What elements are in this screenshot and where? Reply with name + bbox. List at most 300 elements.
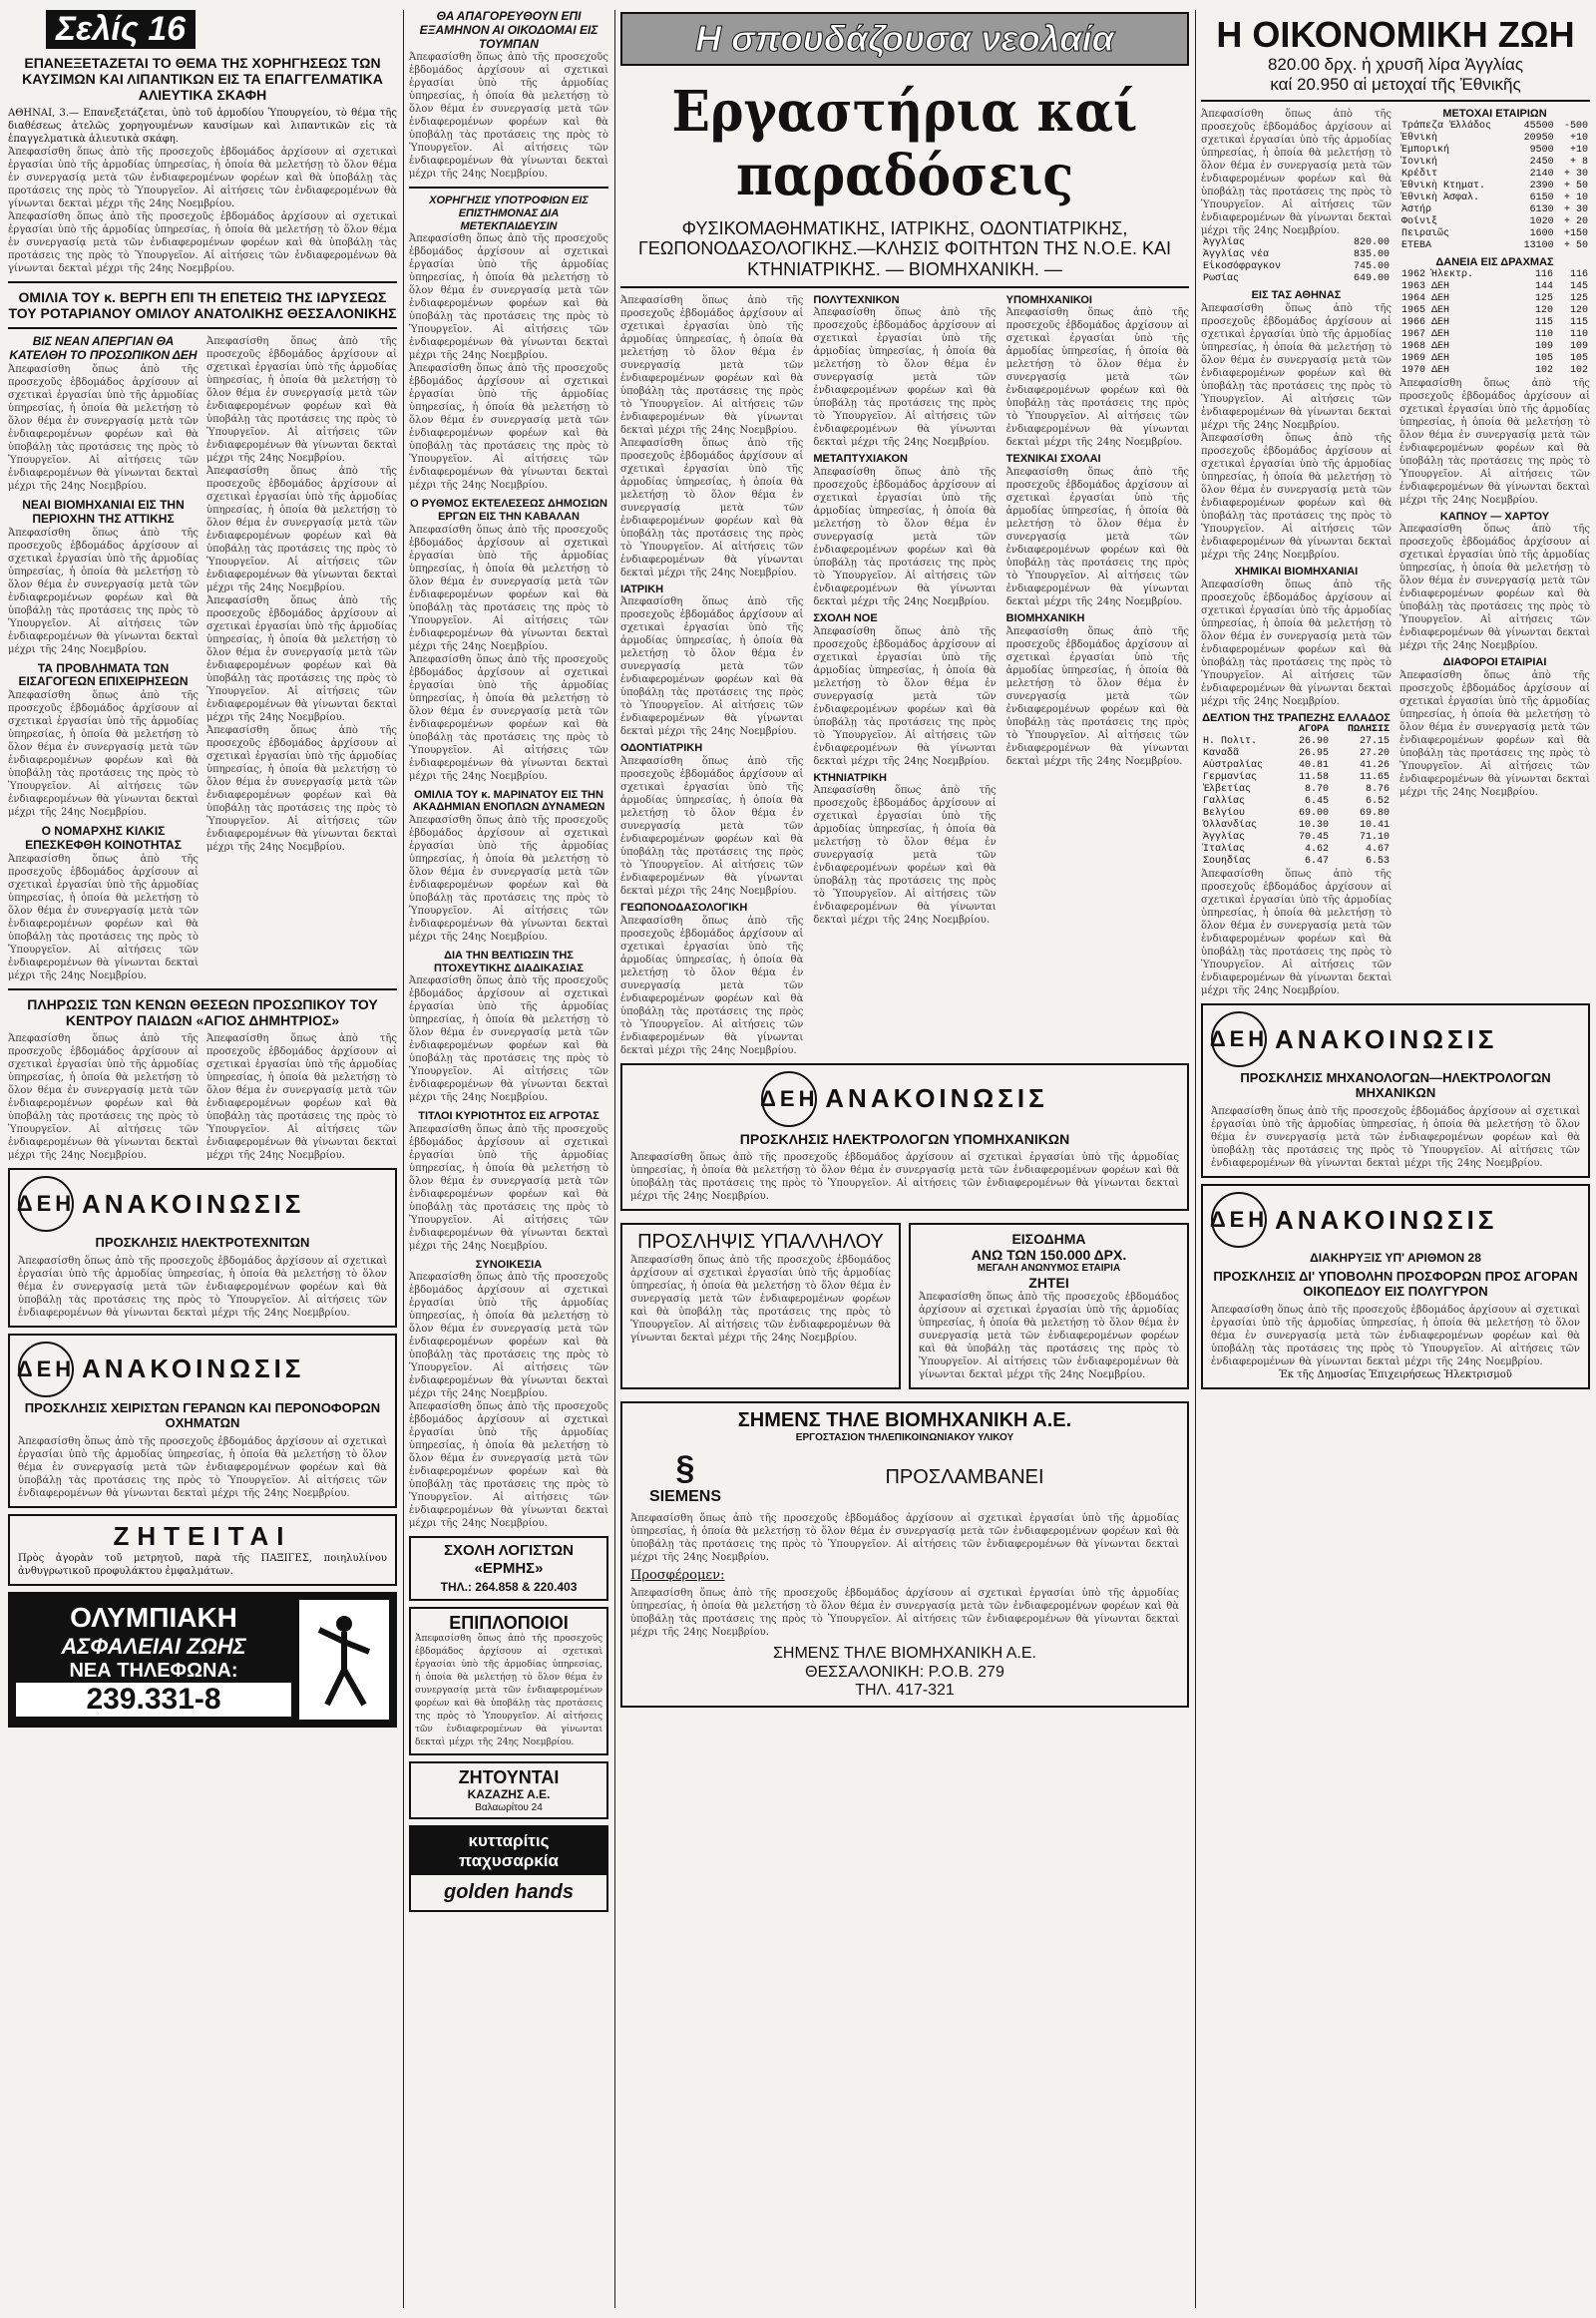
misc-title: ΔΙΑΦΟΡΟΙ ΕΤΑΙΡΙΑΙ [1442,656,1547,669]
bond-row [1399,293,1590,305]
industrial-title: ΧΗΜΙΚΑΙ ΒΙΟΜΗΧΑΝΙΑΙ [1234,566,1359,579]
bond-row [1399,317,1590,329]
main-deck: ΦΥΣΙΚΟΜΑΘΗΜΑΤΙΚΗΣ, ΙΑΤΡΙΚΗΣ, ΟΔΟΝΤΙΑΤΡΙΚΗΣ, ΓΕΩΠΟΝΟΔΑΣΟΛΟΓΙΚΗΣ.—ΚΛΗΣΙΣ ΦΟΙΤΗΤΩΝ ΤΗΣ Ν.Ο.Ε. ΚΑΙ ΚΤΗΝΙΑΤΡΙΚΗΣ. — ΒΙΟΜΗΧΑΝΙΚΗ. — [637,217,1172,280]
table-cell: 820.00 [1353,237,1390,249]
table-cell: Τράπεζα Ἑλλάδος [1401,121,1492,133]
body-2b: Ἀπεφασίσθη ὅπως ἀπὸ τῆς προσεχοῦς ἑβδομάδος ἀρχίσουν αἱ σχετικαὶ ἐργασίαι ὑπὸ τῆς ἁρμοδίας ὑπηρεσίας, ἡ ὁποία θὰ μελετήσῃ τὸ ὅλον θέμα ἐν συνεργασίᾳ μετὰ τῶν ἐνδιαφερομένων φορέων καὶ θὰ ὑποβάλῃ τὰς προτάσεις της πρὸς τὸ Ὑπουργεῖον. Αἱ αἰτήσεις τῶν ἐνδιαφερομένων θὰ γίνωνται δεκταὶ μέχρι τῆς 24ης Νοεμβρίου. [409,653,608,782]
section-technikai: ΤΕΧΝΙΚΑΙ ΣΧΟΛΑΙ [1005,453,1101,466]
table-cell: Ἀγγλίας [1203,832,1246,844]
headline-3: ΟΜΙΛΙΑ ΤΟΥ κ. ΜΑΡΙΝΑΤΟΥ ΕΙΣ ΤΗΝ ΑΚΑΔΗΜΙΑΝ ΕΝΟΠΛΩΝ ΔΥΝΑΜΕΩΝ [412,788,605,814]
table-cell: Ἐθνικὴ [1401,133,1438,145]
share-row [1399,169,1590,181]
table-cell: 144 [1534,280,1553,292]
page-label: Σελίς 16 [46,10,196,49]
table-cell: 145 [1569,280,1588,292]
table-header: ΑΓΟΡΑ [1298,724,1329,736]
story3-body-2: Ἀπεφασίσθη ὅπως ἀπὸ τῆς προσεχοῦς ἑβδομάδος ἀρχίσουν αἱ σχετικαὶ ἐργασίαι ὑπὸ τῆς ἁρμοδίας ὑπηρεσίας, ἡ ὁποία θὰ μελετήσῃ τὸ ὅλον θέμα ἐν συνεργασίᾳ μετὰ τῶν ἐνδιαφερομένων φορέων καὶ θὰ ὑποβάλῃ τὰς προτάσεις της πρὸς τὸ Ὑπουργεῖον. Αἱ αἰτήσεις τῶν ἐνδιαφερομένων θὰ γίνωνται δεκταὶ μέχρι τῆς 24ης Νοεμβρίου. [206,1033,397,1162]
story2-title: ΟΜΙΛΙΑ ΤΟΥ κ. ΒΕΡΓΗ ΕΠΙ ΤΗ ΕΠΕΤΕΙΩ ΤΗΣ ΙΔΡΥΣΕΩΣ ΤΟΥ ΡΟΤΑΡΙΑΝΟΥ ΟΜΙΛΟΥ ΑΝΑΤΟΛΙΚΗΣ ΘΕΣΣΑΛΟΝΙΚΗΣ [8,289,397,322]
headline-4: ΔΙΑ ΤΗΝ ΒΕΛΤΙΩΣΙΝ ΤΗΣ ΠΤΟΧΕΥΤΙΚΗΣ ΔΙΑΔΙΚΑΣΙΑΣ [434,949,584,974]
fx-row [1201,856,1392,868]
misc-body: Ἀπεφασίσθη ὅπως ἀπὸ τῆς προσεχοῦς ἑβδομάδος ἀρχίσουν αἱ σχετικαὶ ἐργασίαι ὑπὸ τῆς ἁρμοδίας ὑπηρεσίας, ἡ ὁποία θὰ μελετήσῃ τὸ ὅλον θέμα ἐν συνεργασίᾳ μετὰ τῶν ἐνδιαφερομένων φορέων καὶ θὰ ὑποβάλῃ τὰς προτάσεις της πρὸς τὸ Ὑπουργεῖον. Αἱ αἰτήσεις τῶν ἐνδιαφερομένων θὰ γίνωνται δεκταὶ μέχρι τῆς 24ης Νοεμβρίου. [1399,670,1590,799]
article-body-5: Ἀπεφασίσθη ὅπως ἀπὸ τῆς προσεχοῦς ἑβδομάδος ἀρχίσουν αἱ σχετικαὶ ἐργασίαι ὑπὸ τῆς ἁρμοδίας ὑπηρεσίας, ἡ ὁποία θὰ μελετήσῃ τὸ ὅλον θέμα ἐν συνεργασίᾳ μετὰ τῶν ἐνδιαφερομένων φορέων καὶ θὰ ὑποβάλῃ τὰς προτάσεις της πρὸς τὸ Ὑπουργεῖον. Αἱ αἰτήσεις τῶν ἐνδιαφερομένων θὰ γίνωνται δεκταὶ μέχρι τῆς 24ης Νοεμβρίου. [620,915,804,1056]
story3-title: ΠΛΗΡΩΣΙΣ ΤΩΝ ΚΕΝΩΝ ΘΕΣΕΩΝ ΠΡΟΣΩΠΙΚΟΥ ΤΟΥ ΚΕΝΤΡΟΥ ΠΑΙΔΩΝ «ΑΓΙΟΣ ΔΗΜΗΤΡΙΟΣ» [27,995,378,1028]
olympiaki-ad [8,1592,397,1728]
table-cell: + 30 [1563,204,1588,216]
table-cell: Ὁλλανδίας [1203,820,1258,832]
gold-table [1201,237,1392,285]
body-1b: Ἀπεφασίσθη ὅπως ἀπὸ τῆς προσεχοῦς ἑβδομάδος ἀρχίσουν αἱ σχετικαὶ ἐργασίαι ὑπὸ τῆς ἁρμοδίας ὑπηρεσίας, ἡ ὁποία θὰ μελετήσῃ τὸ ὅλον θέμα ἐν συνεργασίᾳ μετὰ τῶν ἐνδιαφερομένων φορέων καὶ θὰ ὑποβάλῃ τὰς προτάσεις της πρὸς τὸ Ὑπουργεῖον. Αἱ αἰτήσεις τῶν ἐνδιαφερομένων θὰ γίνωνται δεκταὶ μέχρι τῆς 24ης Νοεμβρίου. [409,363,608,492]
fx-body-text: Ἀπεφασίσθη ὅπως ἀπὸ τῆς προσεχοῦς ἑβδομάδος ἀρχίσουν αἱ σχετικαὶ ἐργασίαι ὑπὸ τῆς ἁρμοδίας ὑπηρεσίας, ἡ ὁποία θὰ μελετήσῃ τὸ ὅλον θέμα ἐν συνεργασίᾳ μετὰ τῶν ἐνδιαφερομένων φορέων καὶ θὰ ὑποβάλῃ τὰς προτάσεις της πρὸς τὸ Ὑπουργεῖον. Αἱ αἰτήσεις τῶν ἐνδιαφερομένων θὰ γίνωνται δεκταὶ μέχρι τῆς 24ης Νοεμβρίου. [1201,869,1392,997]
announcement-subtitle: ΠΡΟΣΚΛΗΣΙΣ ΧΕΙΡΙΣΤΩΝ ΓΕΡΑΝΩΝ ΚΑΙ ΠΕΡΟΝΟΦΟΡΩΝ ΟΧΗΜΑΤΩΝ [24,1399,381,1430]
furniture-body: Ἀπεφασίσθη ὅπως ἀπὸ τῆς προσεχοῦς ἑβδομάδος ἀρχίσουν αἱ σχετικαὶ ἐργασίαι ὑπὸ τῆς ἁρμοδίας ὑπηρεσίας, ἡ ὁποία θὰ μελετήσῃ τὸ ὅλον θέμα ἐν συνεργασίᾳ μετὰ τῶν ἐνδιαφερομένων φορέων καὶ θὰ ὑποβάλῃ τὰς προτάσεις της πρὸς τὸ Ὑπουργεῖον. Αἱ αἰτήσεις τῶν ἐνδιαφερομένων θὰ γίνωνται δεκταὶ μέχρι τῆς 24ης Νοεμβρίου. [415,1634,602,1748]
announcement-title: ΑΝΑΚΟΙΝΩΣΙΣ [82,1188,305,1219]
top-title: ΘΑ ΑΠΑΓΟΡΕΥΘΟΥΝ ΕΠΙ ΕΞΑΜΗΝΟΝ ΑΙ ΟΙΚΟΔΟΜΑΙ ΕΙΣ ΤΟΥΜΠΑΝ [419,9,598,51]
siemens-offer: Προσφέρομεν: [630,1568,725,1584]
table-cell: 1964 ΔΕΗ [1401,292,1450,304]
table-cell: 1965 ΔΕΗ [1401,304,1450,316]
story2-body-3: Ἀπεφασίσθη ὅπως ἀπὸ τῆς προσεχοῦς ἑβδομάδος ἀρχίσουν αἱ σχετικαὶ ἐργασίαι ὑπὸ τῆς ἁρμοδίας ὑπηρεσίας, ἡ ὁποία θὰ μελετήσῃ τὸ ὅλον θέμα ἐν συνεργασίᾳ μετὰ τῶν ἐνδιαφερομένων φορέων καὶ θὰ ὑποβάλῃ τὰς προτάσεις της πρὸς τὸ Ὑπουργεῖον. Αἱ αἰτήσεις τῶν ἐνδιαφερομένων θὰ γίνωνται δεκταὶ μέχρι τῆς 24ης Νοεμβρίου. [206,595,397,724]
section-iatriki: ΙΑΤΡΙΚΗ [620,582,664,595]
bond-row [1399,365,1590,377]
announcement-title: ΑΝΑΚΟΙΝΩΣΙΣ [1275,1204,1498,1235]
column-rule [403,10,404,2308]
fx-row [1201,736,1392,748]
table-cell: Εἰκοσόφραγκον [1203,261,1282,273]
siemens-body-2: Ἀπεφασίσθη ὅπως ἀπὸ τῆς προσεχοῦς ἑβδομάδος ἀρχίσουν αἱ σχετικαὶ ἐργασίαι ὑπὸ τῆς ἁρμοδίας ὑπηρεσίας, ἡ ὁποία θὰ μελετήσῃ τὸ ὅλον θέμα ἐν συνεργασίᾳ μετὰ τῶν ἐνδιαφερομένων φορέων καὶ θὰ ὑποβάλῃ τὰς προτάσεις της πρὸς τὸ Ὑπουργεῖον. Αἱ αἰτήσεις τῶν ἐνδιαφερομένων θὰ γίνωνται δεκταὶ μέχρι τῆς 24ης Νοεμβρίου. [630,1588,1179,1639]
olympiaki-name: ΟΛΥΜΠΙΑΚΗ [70,1602,237,1634]
announcement-box-5 [1201,1184,1590,1389]
story1-title: ΕΠΑΝΕΞΕΤΑΖΕΤΑΙ ΤΟ ΘΕΜΑ ΤΗΣ ΧΟΡΗΓΗΣΕΩΣ ΤΩΝ ΚΑΥΣΙΜΩΝ ΚΑΙ ΛΙΠΑΝΤΙΚΩΝ ΕΙΣ ΤΑ ΕΠΑΓΓΕΛΜΑΤΙΚΑ ΑΛΙΕΥΤΙΚΑ ΣΚΑΦΗ [22,55,383,104]
table-cell: 13100 [1523,240,1554,252]
announcement-body: Ἀπεφασίσθη ὅπως ἀπὸ τῆς προσεχοῦς ἑβδομάδος ἀρχίσουν αἱ σχετικαὶ ἐργασίαι ὑπὸ τῆς ἁρμοδίας ὑπηρεσίας, ἡ ὁποία θὰ μελετήσῃ τὸ ὅλον θέμα ἐν συνεργασίᾳ μετὰ τῶν ἐνδιαφερομένων φορέων καὶ θὰ ὑποβάλῃ τὰς προτάσεις της πρὸς τὸ Ὑπουργεῖον. Αἱ αἰτήσεις τῶν ἐνδιαφερομένων θὰ γίνωνται δεκταὶ μέχρι τῆς 24ης Νοεμβρίου. [1211,1106,1580,1170]
announcement-subtitle: ΠΡΟΣΚΛΗΣΙΣ ΔΙ' ΥΠΟΒΟΛΗΝ ΠΡΟΣΦΟΡΩΝ ΠΡΟΣ ΑΓΟΡΑΝ ΟΙΚΟΠΕΔΟΥ ΕΙΣ ΠΟΛΥΓΥΡΟΝ [1213,1269,1578,1300]
income-line-4: ΖΗΤΕΙ [1028,1274,1069,1291]
table-cell: 1020 [1529,216,1554,228]
announcement-title: ΑΝΑΚΟΙΝΩΣΙΣ [1275,1023,1498,1054]
sub2-title: ΝΕΑΙ ΒΙΟΜΗΧΑΝΙΑΙ ΕΙΣ ΤΗΝ ΠΕΡΙΟΧΗΝ ΤΗΣ ΑΤΤΙΚΗΣ [22,498,185,526]
table-cell: Ρωσίας [1203,273,1240,285]
table-cell: + 30 [1563,169,1588,181]
table-cell: 2390 [1529,181,1554,193]
announcement-body: Ἀπεφασίσθη ὅπως ἀπὸ τῆς προσεχοῦς ἑβδομάδος ἀρχίσουν αἱ σχετικαὶ ἐργασίαι ὑπὸ τῆς ἁρμοδίας ὑπηρεσίας, ἡ ὁποία θὰ μελετήσῃ τὸ ὅλον θέμα ἐν συνεργασίᾳ μετὰ τῶν ἐνδιαφερομένων φορέων καὶ θὰ ὑποβάλῃ τὰς προτάσεις της πρὸς τὸ Ὑπουργεῖον. Αἱ αἰτήσεις τῶν ἐνδιαφερομένων θὰ γίνωνται δεκταὶ μέχρι τῆς 24ης Νοεμβρίου. [18,1435,387,1499]
divider [409,187,608,189]
table-cell: 26.90 [1298,736,1329,748]
deh-logo-icon: ΔΕΗ [18,1342,74,1397]
table-cell: 6.47 [1304,856,1329,868]
sub4-title: Ο ΝΟΜΑΡΧΗΣ ΚΙΛΚΙΣ ΕΠΕΣΚΕΦΘΗ ΚΟΙΝΟΤΗΤΑΣ [25,824,182,853]
table-cell: 6130 [1529,204,1554,216]
table-cell: -500 [1563,121,1588,133]
article-body-8: Ἀπεφασίσθη ὅπως ἀπὸ τῆς προσεχοῦς ἑβδομάδος ἀρχίσουν αἱ σχετικαὶ ἐργασίαι ὑπὸ τῆς ἁρμοδίας ὑπηρεσίας, ἡ ὁποία θὰ μελετήσῃ τὸ ὅλον θέμα ἐν συνεργασίᾳ μετὰ τῶν ἐνδιαφερομένων φορέων καὶ θὰ ὑποβάλῃ τὰς προτάσεις της πρὸς τὸ Ὑπουργεῖον. Αἱ αἰτήσεις τῶν ἐνδιαφερομένων θὰ γίνωνται δεκταὶ μέχρι τῆς 24ης Νοεμβρίου. [813,625,997,767]
sub4-body: Ἀπεφασίσθη ὅπως ἀπὸ τῆς προσεχοῦς ἑβδομάδος ἀρχίσουν αἱ σχετικαὶ ἐργασίαι ὑπὸ τῆς ἁρμοδίας ὑπηρεσίας, ἡ ὁποία θὰ μελετήσῃ τὸ ὅλον θέμα ἐν συνεργασίᾳ μετὰ τῶν ἐνδιαφερομένων φορέων καὶ θὰ ὑποβάλῃ τὰς προτάσεις της πρὸς τὸ Ὑπουργεῖον. Αἱ αἰτήσεις τῶν ἐνδιαφερομένων θὰ γίνωνται δεκταὶ μέχρι τῆς 24ης Νοεμβρίου. [8,853,199,981]
announcement-footer: Ἐκ τῆς Δημοσίας Ἐπιχειρήσεως Ἠλεκτρισμοῦ [1279,1368,1512,1380]
athlete-icon [299,1600,389,1720]
article-body-12: Ἀπεφασίσθη ὅπως ἀπὸ τῆς προσεχοῦς ἑβδομάδος ἀρχίσουν αἱ σχετικαὶ ἐργασίαι ὑπὸ τῆς ἁρμοδίας ὑπηρεσίας, ἡ ὁποία θὰ μελετήσῃ τὸ ὅλον θέμα ἐν συνεργασίᾳ μετὰ τῶν ἐνδιαφερομένων φορέων καὶ θὰ ὑποβάλῃ τὰς προτάσεις της πρὸς τὸ Ὑπουργεῖον. Αἱ αἰτήσεις τῶν ἐνδιαφερομένων θὰ γίνωνται δεκταὶ μέχρι τῆς 24ης Νοεμβρίου. [1005,625,1189,767]
share-row [1399,145,1590,157]
story2-body-4: Ἀπεφασίσθη ὅπως ἀπὸ τῆς προσεχοῦς ἑβδομάδος ἀρχίσουν αἱ σχετικαὶ ἐργασίαι ὑπὸ τῆς ἁρμοδίας ὑπηρεσίας, ἡ ὁποία θὰ μελετήσῃ τὸ ὅλον θέμα ἐν συνεργασίᾳ μετὰ τῶν ἐνδιαφερομένων φορέων καὶ θὰ ὑποβάλῃ τὰς προτάσεις της πρὸς τὸ Ὑπουργεῖον. Αἱ αἰτήσεις τῶν ἐνδιαφερομένων θὰ γίνωνται δεκταὶ μέχρι τῆς 24ης Νοεμβρίου. [206,725,397,854]
table-cell: 70.45 [1298,832,1329,844]
hiring-ad [620,1223,901,1389]
table-cell: 120 [1534,304,1553,316]
table-cell: Γαλλίας [1203,796,1246,808]
siemens-footer-2: ΘΕΣΣΑΛΟΝΙΚΗ: Ρ.Ο.Β. 279 [805,1663,1004,1681]
table-cell: 1966 ΔΕΗ [1401,316,1450,328]
cellulite-line-1: κυτταρίτις [468,1831,550,1851]
announcement-header [630,1071,1179,1127]
section-odontiatriki: ΟΔΟΝΤΙΑΤΡΙΚΗ [620,742,703,755]
bonds-table [1399,269,1590,377]
fx-title: ΔΕΛΤΙΟΝ ΤΗΣ ΤΡΑΠΕΖΗΣ ΕΛΛΑΔΟΣ [1202,711,1391,724]
body-1: Ἀπεφασίσθη ὅπως ἀπὸ τῆς προσεχοῦς ἑβδομάδος ἀρχίσουν αἱ σχετικαὶ ἐργασίαι ὑπὸ τῆς ἁρμοδίας ὑπηρεσίας, ἡ ὁποία θὰ μελετήσῃ τὸ ὅλον θέμα ἐν συνεργασίᾳ μετὰ τῶν ἐνδιαφερομένων φορέων καὶ θὰ ὑποβάλῃ τὰς προτάσεις της πρὸς τὸ Ὑπουργεῖον. Αἱ αἰτήσεις τῶν ἐνδιαφερομένων θὰ γίνωνται δεκταὶ μέχρι τῆς 24ης Νοεμβρίου. [409,233,608,362]
table-cell: Ἀστήρ [1401,204,1432,216]
table-cell: 6150 [1529,193,1554,204]
siemens-body: Ἀπεφασίσθη ὅπως ἀπὸ τῆς προσεχοῦς ἑβδομάδος ἀρχίσουν αἱ σχετικαὶ ἐργασίαι ὑπὸ τῆς ἁρμοδίας ὑπηρεσίας, ἡ ὁποία θὰ μελετήσῃ τὸ ὅλον θέμα ἐν συνεργασίᾳ μετὰ τῶν ἐνδιαφερομένων φορέων καὶ θὰ ὑποβάλῃ τὰς προτάσεις της πρὸς τὸ Ὑπουργεῖον. Αἱ αἰτήσεις τῶν ἐνδιαφερομένων θὰ γίνωνται δεκταὶ μέχρι τῆς 24ης Νοεμβρίου. [630,1513,1179,1564]
table-cell: + 50 [1563,240,1588,252]
olympiaki-phone-label: ΝΕΑ ΤΗΛΕΦΩΝΑ: [69,1659,238,1682]
body-2: Ἀπεφασίσθη ὅπως ἀπὸ τῆς προσεχοῦς ἑβδομάδος ἀρχίσουν αἱ σχετικαὶ ἐργασίαι ὑπὸ τῆς ἁρμοδίας ὑπηρεσίας, ἡ ὁποία θὰ μελετήσῃ τὸ ὅλον θέμα ἐν συνεργασίᾳ μετὰ τῶν ἐνδιαφερομένων φορέων καὶ θὰ ὑποβάλῃ τὰς προτάσεις της πρὸς τὸ Ὑπουργεῖον. Αἱ αἰτήσεις τῶν ἐνδιαφερομένων θὰ γίνωνται δεκταὶ μέχρι τῆς 24ης Νοεμβρίου. [409,524,608,652]
share-row [1399,216,1590,228]
banner-text: Η σπουδάζουσα νεολαία [695,18,1114,59]
divider [8,988,397,990]
table-cell: 649.00 [1353,273,1390,285]
table-cell: 115 [1534,316,1553,328]
kazazis-name: ΚΑΖΑΖΗΣ Α.Ε. [467,1787,551,1802]
bond-row [1399,281,1590,293]
table-cell: 11.58 [1298,772,1329,784]
siemens-footer-3: ΤΗΛ. 417-321 [855,1681,955,1699]
table-cell: 45500 [1523,121,1554,133]
announcement-decree: ΔΙΑΚΗΡΥΞΙΣ ΥΠ' ΑΡΙΘΜΟΝ 28 [1310,1251,1481,1266]
wanted-title: ΖΗΤΕΙΤΑΙ [113,1520,292,1551]
sub3-body: Ἀπεφασίσθη ὅπως ἀπὸ τῆς προσεχοῦς ἑβδομάδος ἀρχίσουν αἱ σχετικαὶ ἐργασίαι ὑπὸ τῆς ἁρμοδίας ὑπηρεσίας, ἡ ὁποία θὰ μελετήσῃ τὸ ὅλον θέμα ἐν συνεργασίᾳ μετὰ τῶν ἐνδιαφερομένων φορέων καὶ θὰ ὑποβάλῃ τὰς προτάσεις της πρὸς τὸ Ὑπουργεῖον. Αἱ αἰτήσεις τῶν ἐνδιαφερομένων θὰ γίνωνται δεκταὶ μέχρι τῆς 24ης Νοεμβρίου. [8,690,199,819]
income-line-3: ΜΕΓΑΛΗ ΑΝΩΝΥΜΟΣ ΕΤΑΙΡΙΑ [977,1263,1121,1275]
share-row [1399,157,1590,169]
deh-logo-icon: ΔΕΗ [18,1176,74,1232]
article-body-11: Ἀπεφασίσθη ὅπως ἀπὸ τῆς προσεχοῦς ἑβδομάδος ἀρχίσουν αἱ σχετικαὶ ἐργασίαι ὑπὸ τῆς ἁρμοδίας ὑπηρεσίας, ἡ ὁποία θὰ μελετήσῃ τὸ ὅλον θέμα ἐν συνεργασίᾳ μετὰ τῶν ἐνδιαφερομένων φορέων καὶ θὰ ὑποβάλῃ τὰς προτάσεις της πρὸς τὸ Ὑπουργεῖον. Αἱ αἰτήσεις τῶν ἐνδιαφερομένων θὰ γίνωνται δεκταὶ μέχρι τῆς 24ης Νοεμβρίου. [1005,467,1189,608]
table-cell: 1962 Ἠλεκτρ. [1401,268,1474,280]
column-rule [614,10,615,2308]
gold-row [1201,249,1392,261]
table-cell: 109 [1534,340,1553,352]
column-3 [620,0,1189,2318]
tobacco-title: ΚΑΠΝΟΥ — ΧΑΡΤΟΥ [1439,510,1550,523]
table-cell: 125 [1534,292,1553,304]
table-cell: 6.53 [1365,856,1390,868]
announcement-body: Ἀπεφασίσθη ὅπως ἀπὸ τῆς προσεχοῦς ἑβδομάδος ἀρχίσουν αἱ σχετικαὶ ἐργασίαι ὑπὸ τῆς ἁρμοδίας ὑπηρεσίας, ἡ ὁποία θὰ μελετήσῃ τὸ ὅλον θέμα ἐν συνεργασίᾳ μετὰ τῶν ἐνδιαφερομένων φορέων καὶ θὰ ὑποβάλῃ τὰς προτάσεις της πρὸς τὸ Ὑπουργεῖον. Αἱ αἰτήσεις τῶν ἐνδιαφερομένων θὰ γίνωνται δεκταὶ μέχρι τῆς 24ης Νοεμβρίου. [1211,1304,1580,1367]
table-cell: + 50 [1563,181,1588,193]
school-phone: ΤΗΛ.: 264.858 & 220.403 [440,1579,578,1594]
divider [8,327,397,329]
body-3: Ἀπεφασίσθη ὅπως ἀπὸ τῆς προσεχοῦς ἑβδομάδος ἀρχίσουν αἱ σχετικαὶ ἐργασίαι ὑπὸ τῆς ἁρμοδίας ὑπηρεσίας, ἡ ὁποία θὰ μελετήσῃ τὸ ὅλον θέμα ἐν συνεργασίᾳ μετὰ τῶν ἐνδιαφερομένων φορέων καὶ θὰ ὑποβάλῃ τὰς προτάσεις της πρὸς τὸ Ὑπουργεῖον. Αἱ αἰτήσεις τῶν ἐνδιαφερομένων θὰ γίνωνται δεκταὶ μέχρι τῆς 24ης Νοεμβρίου. [409,814,608,943]
story3-body: Ἀπεφασίσθη ὅπως ἀπὸ τῆς προσεχοῦς ἑβδομάδος ἀρχίσουν αἱ σχετικαὶ ἐργασίαι ὑπὸ τῆς ἁρμοδίας ὑπηρεσίας, ἡ ὁποία θὰ μελετήσῃ τὸ ὅλον θέμα ἐν συνεργασίᾳ μετὰ τῶν ἐνδιαφερομένων φορέων καὶ θὰ ὑποβάλῃ τὰς προτάσεις της πρὸς τὸ Ὑπουργεῖον. Αἱ αἰτήσεις τῶν ἐνδιαφερομένων θὰ γίνωνται δεκταὶ μέχρι τῆς 24ης Νοεμβρίου. [8,1033,199,1162]
table-cell: Κρέδιτ [1401,169,1438,181]
deh-logo-icon: ΔΕΗ [761,1071,817,1127]
table-cell: 1963 ΔΕΗ [1401,280,1450,292]
economy-deck-2: καί 20.950 αἱ μετοχαί τῆς Ἐθνικῆς [1270,74,1521,94]
announcement-subtitle: ΠΡΟΣΚΛΗΣΙΣ ΜΗΧΑΝΟΛΟΓΩΝ—ΗΛΕΚΤΡΟΛΟΓΩΝ ΜΗΧΑΝΙΚΩΝ [1240,1070,1551,1101]
announcement-box-1 [8,1168,397,1328]
table-cell: Καναδᾶ [1203,748,1240,760]
table-cell: 69.00 [1298,808,1329,820]
section-viomichaniki: ΒΙΟΜΗΧΑΝΙΚΗ [1005,612,1085,625]
table-cell: + 10 [1563,193,1588,204]
fx-row [1201,748,1392,760]
kazazis-address: Βαλαωρίτου 24 [475,1801,543,1813]
section-noe: ΣΧΟΛΗ ΝΟΕ [813,612,878,625]
wanted-ad-title: ΖΗΤΟΥΝΤΑΙ [458,1767,560,1788]
olympiaki-phone: 239.331-8 [16,1683,291,1718]
siemens-title: ΣΗΜΕΝΣ ΤΗΛΕ ΒΙΟΜΗΧΑΝΙΚΗ Α.Ε. [737,1408,1072,1431]
story1-text: ΑΘΗΝΑΙ, 3.— Επανεξετάζεται, ὑπὸ τοῦ ἁρμοδίου Ὑπουργείου, τὸ θέμα τῆς διαθέσεως ἀτελῶς χορηγουμένων καυσίμων καὶ λιπαντικῶν εἰς τὰ ἐπαγγελματικὰ ἁλιευτικὰ σκάφη. [8,108,397,146]
wanted-box [8,1514,397,1586]
table-cell: + 20 [1563,216,1588,228]
table-cell: 105 [1569,352,1588,364]
deh-logo-icon: ΔΕΗ [1211,1011,1267,1067]
sub1-body: Ἀπεφασίσθη ὅπως ἀπὸ τῆς προσεχοῦς ἑβδομάδος ἀρχίσουν αἱ σχετικαὶ ἐργασίαι ὑπὸ τῆς ἁρμοδίας ὑπηρεσίας, ἡ ὁποία θὰ μελετήσῃ τὸ ὅλον θέμα ἐν συνεργασίᾳ μετὰ τῶν ἐνδιαφερομένων φορέων καὶ θὰ ὑποβάλῃ τὰς προτάσεις της πρὸς τὸ Ὑπουργεῖον. Αἱ αἰτήσεις τῶν ἐνδιαφερομένων θὰ γίνωνται δεκταὶ μέχρι τῆς 24ης Νοεμβρίου. [8,364,199,493]
table-cell: 110 [1534,328,1553,340]
section-ktiniatriki: ΚΤΗΝΙΑΤΡΙΚΗ [813,771,887,784]
sub3-title: ΤΑ ΠΡΟΒΛΗΜΑΤΑ ΤΩΝ ΕΙΣΑΓΟΓΕΩΝ ΕΠΙΧΕΙΡΗΣΕΩΝ [18,660,189,689]
gold-row [1201,273,1392,285]
olympiaki-subtitle: ΑΣΦΑΛΕΙΑΙ ΖΩΗΣ [61,1634,246,1660]
bond-row [1399,341,1590,353]
table-cell: Ἀγγλίας [1203,237,1246,249]
fx-row [1201,760,1392,772]
income-ad [909,1223,1189,1389]
table-cell: 40.81 [1298,760,1329,772]
table-cell: 1600 [1529,228,1554,240]
table-cell: +10 [1569,133,1588,145]
table-cell: 125 [1569,292,1588,304]
fx-row [1201,772,1392,784]
table-cell: 1967 ΔΕΗ [1401,328,1450,340]
table-cell: Ἐθνικὴ Κτηματ. [1401,181,1486,193]
share-row [1399,240,1590,252]
table-cell: 27.20 [1359,748,1390,760]
section-athens: ΕΙΣ ΤΑΣ ΑΘΗΝΑΣ [1251,289,1342,302]
siemens-logo-text: SIEMENS [648,1488,721,1506]
siemens-footer-1: ΣΗΜΕΝΣ ΤΗΛΕ ΒΙΟΜΗΧΑΝΙΚΗ Α.Ε. [773,1645,1036,1663]
economy-deck-1: 820.00 δρχ. ἡ χρυσῆ λίρα Ἀγγλίας [1267,55,1524,75]
siemens-ad [620,1401,1189,1709]
industrial-body: Ἀπεφασίσθη ὅπως ἀπὸ τῆς προσεχοῦς ἑβδομάδος ἀρχίσουν αἱ σχετικαὶ ἐργασίαι ὑπὸ τῆς ἁρμοδίας ὑπηρεσίας, ἡ ὁποία θὰ μελετήσῃ τὸ ὅλον θέμα ἐν συνεργασίᾳ μετὰ τῶν ἐνδιαφερομένων φορέων καὶ θὰ ὑποβάλῃ τὰς προτάσεις της πρὸς τὸ Ὑπουργεῖον. Αἱ αἰτήσεις τῶν ἐνδιαφερομένων θὰ γίνωνται δεκταὶ μέχρι τῆς 24ης Νοεμβρίου. [1201,579,1392,707]
bond-row [1399,353,1590,365]
table-cell: 110 [1569,328,1588,340]
announcement-body: Ἀπεφασίσθη ὅπως ἀπὸ τῆς προσεχοῦς ἑβδομάδος ἀρχίσουν αἱ σχετικαὶ ἐργασίαι ὑπὸ τῆς ἁρμοδίας ὑπηρεσίας, ἡ ὁποία θὰ μελετήσῃ τὸ ὅλον θέμα ἐν συνεργασίᾳ μετὰ τῶν ἐνδιαφερομένων φορέων καὶ θὰ ὑποβάλῃ τὰς προτάσεις της πρὸς τὸ Ὑπουργεῖον. Αἱ αἰτήσεις τῶν ἐνδιαφερομένων θὰ γίνωνται δεκταὶ μέχρι τῆς 24ης Νοεμβρίου. [18,1255,387,1319]
table-cell: Πειραιῶς [1401,228,1450,240]
article-body-3: Ἀπεφασίσθη ὅπως ἀπὸ τῆς προσεχοῦς ἑβδομάδος ἀρχίσουν αἱ σχετικαὶ ἐργασίαι ὑπὸ τῆς ἁρμοδίας ὑπηρεσίας, ἡ ὁποία θὰ μελετήσῃ τὸ ὅλον θέμα ἐν συνεργασίᾳ μετὰ τῶν ἐνδιαφερομένων φορέων καὶ θὰ ὑποβάλῃ τὰς προτάσεις της πρὸς τὸ Ὑπουργεῖον. Αἱ αἰτήσεις τῶν ἐνδιαφερομένων θὰ γίνωνται δεκταὶ μέχρι τῆς 24ης Νοεμβρίου. [620,596,804,738]
share-row [1399,121,1590,133]
divider [620,286,1189,288]
story2-body-2: Ἀπεφασίσθη ὅπως ἀπὸ τῆς προσεχοῦς ἑβδομάδος ἀρχίσουν αἱ σχετικαὶ ἐργασίαι ὑπὸ τῆς ἁρμοδίας ὑπηρεσίας, ἡ ὁποία θὰ μελετήσῃ τὸ ὅλον θέμα ἐν συνεργασίᾳ μετὰ τῶν ἐνδιαφερομένων φορέων καὶ θὰ ὑποβάλῃ τὰς προτάσεις της πρὸς τὸ Ὑπουργεῖον. Αἱ αἰτήσεις τῶν ἐνδιαφερομένων θὰ γίνωνται δεκταὶ μέχρι τῆς 24ης Νοεμβρίου. [206,466,397,594]
bond-row [1399,269,1590,281]
headline-5: ΤΙΤΛΟΙ ΚΥΡΙΟΤΗΤΟΣ ΕΙΣ ΑΓΡΟΤΑΣ [418,1110,599,1123]
fx-row [1201,844,1392,856]
share-row [1399,181,1590,193]
table-cell: 6.45 [1304,796,1329,808]
announcement-header [1211,1011,1580,1067]
banner [620,12,1189,66]
table-cell: 102 [1534,364,1553,376]
table-cell: 2140 [1529,169,1554,181]
story1-body-2: Ἀπεφασίσθη ὅπως ἀπὸ τῆς προσεχοῦς ἑβδομάδος ἀρχίσουν αἱ σχετικαὶ ἐργασίαι ὑπὸ τῆς ἁρμοδίας ὑπηρεσίας, ἡ ὁποία θὰ μελετήσῃ τὸ ὅλον θέμα ἐν συνεργασίᾳ μετὰ τῶν ἐνδιαφερομένων φορέων καὶ θὰ ὑποβάλῃ τὰς προτάσεις της πρὸς τὸ Ὑπουργεῖον. Αἱ αἰτήσεις τῶν ἐνδιαφερομένων θὰ γίνωνται δεκταὶ μέχρι τῆς 24ης Νοεμβρίου. [8,211,397,275]
income-body: Ἀπεφασίσθη ὅπως ἀπὸ τῆς προσεχοῦς ἑβδομάδος ἀρχίσουν αἱ σχετικαὶ ἐργασίαι ὑπὸ τῆς ἁρμοδίας ὑπηρεσίας, ἡ ὁποία θὰ μελετήσῃ τὸ ὅλον θέμα ἐν συνεργασίᾳ μετὰ τῶν ἐνδιαφερομένων φορέων καὶ θὰ ὑποβάλῃ τὰς προτάσεις της πρὸς τὸ Ὑπουργεῖον. Αἱ αἰτήσεις τῶν ἐνδιαφερομένων θὰ γίνωνται δεκταὶ μέχρι τῆς 24ης Νοεμβρίου. [919,1291,1179,1380]
body-4: Ἀπεφασίσθη ὅπως ἀπὸ τῆς προσεχοῦς ἑβδομάδος ἀρχίσουν αἱ σχετικαὶ ἐργασίαι ὑπὸ τῆς ἁρμοδίας ὑπηρεσίας, ἡ ὁποία θὰ μελετήσῃ τὸ ὅλον θέμα ἐν συνεργασίᾳ μετὰ τῶν ἐνδιαφερομένων φορέων καὶ θὰ ὑποβάλῃ τὰς προτάσεις της πρὸς τὸ Ὑπουργεῖον. Αἱ αἰτήσεις τῶν ἐνδιαφερομένων θὰ γίνωνται δεκταὶ μέχρι τῆς 24ης Νοεμβρίου. [409,975,608,1104]
share-row [1399,204,1590,216]
fx-row [1201,808,1392,820]
headline-6: ΣΥΝΟΙΚΕΣΙΑ [475,1258,543,1271]
table-cell: 1968 ΔΕΗ [1401,340,1450,352]
column-1 [8,0,397,2318]
announcement-box-3 [620,1063,1189,1211]
article-body-10: Ἀπεφασίσθη ὅπως ἀπὸ τῆς προσεχοῦς ἑβδομάδος ἀρχίσουν αἱ σχετικαὶ ἐργασίαι ὑπὸ τῆς ἁρμοδίας ὑπηρεσίας, ἡ ὁποία θὰ μελετήσῃ τὸ ὅλον θέμα ἐν συνεργασίᾳ μετὰ τῶν ἐνδιαφερομένων φορέων καὶ θὰ ὑποβάλῃ τὰς προτάσεις της πρὸς τὸ Ὑπουργεῖον. Αἱ αἰτήσεις τῶν ἐνδιαφερομένων θὰ γίνωνται δεκταὶ μέχρι τῆς 24ης Νοεμβρίου. [1005,307,1189,449]
table-cell: 69.80 [1359,808,1390,820]
table-cell: 116 [1569,268,1588,280]
table-cell: Φοίνιξ [1401,216,1438,228]
share-row [1399,133,1590,145]
siemens-logo [630,1449,740,1506]
table-cell: 115 [1569,316,1588,328]
table-cell: Βελγίου [1203,808,1246,820]
table-cell: 109 [1569,340,1588,352]
table-cell: 4.67 [1365,844,1390,856]
table-cell: 4.62 [1304,844,1329,856]
shares-table [1399,121,1590,252]
table-cell: Σουηδίας [1203,856,1252,868]
table-cell: Ἰονική [1401,157,1438,169]
studio-name: golden hands [444,1880,574,1903]
fx-table [1201,724,1392,868]
table-cell: 1969 ΔΕΗ [1401,352,1450,364]
table-header [1201,724,1286,736]
gold-row [1201,261,1392,273]
story2-body: Ἀπεφασίσθη ὅπως ἀπὸ τῆς προσεχοῦς ἑβδομάδος ἀρχίσουν αἱ σχετικαὶ ἐργασίαι ὑπὸ τῆς ἁρμοδίας ὑπηρεσίας, ἡ ὁποία θὰ μελετήσῃ τὸ ὅλον θέμα ἐν συνεργασίᾳ μετὰ τῶν ἐνδιαφερομένων φορέων καὶ θὰ ὑποβάλῃ τὰς προτάσεις της πρὸς τὸ Ὑπουργεῖον. Αἱ αἰτήσεις τῶν ἐνδιαφερομένων θὰ γίνωνται δεκταὶ μέχρι τῆς 24ης Νοεμβρίου. [206,336,397,465]
column-4 [1201,0,1590,2318]
table-cell: Ἰταλίας [1203,844,1246,856]
announcement-title: ΑΝΑΚΟΙΝΩΣΙΣ [82,1353,305,1384]
cellulite-ad [409,1825,608,1911]
announcement-box-2 [8,1334,397,1508]
school-title: ΣΧΟΛΗ ΛΟΓΙΣΤΩΝ «ΕΡΜΗΣ» [444,1542,574,1577]
table-cell: 27.15 [1359,736,1390,748]
table-cell: 20950 [1523,133,1554,145]
table-cell: ΕΤΕΒΑ [1401,240,1432,252]
table-cell: 745.00 [1353,261,1390,273]
economy-intro: Ἀπεφασίσθη ὅπως ἀπὸ τῆς προσεχοῦς ἑβδομάδος ἀρχίσουν αἱ σχετικαὶ ἐργασίαι ὑπὸ τῆς ἁρμοδίας ὑπηρεσίας, ἡ ὁποία θὰ μελετήσῃ τὸ ὅλον θέμα ἐν συνεργασίᾳ μετὰ τῶν ἐνδιαφερομένων φορέων καὶ θὰ ὑποβάλῃ τὰς προτάσεις της πρὸς τὸ Ὑπουργεῖον. Αἱ αἰτήσεις τῶν ἐνδιαφερομένων θὰ γίνωνται δεκταὶ μέχρι τῆς 24ης Νοεμβρίου. [1201,109,1392,237]
table-cell: 41.26 [1359,760,1390,772]
share-row [1399,193,1590,204]
table-cell: + 8 [1569,157,1588,169]
table-cell: 6.52 [1365,796,1390,808]
table-cell: 1970 ΔΕΗ [1401,364,1450,376]
bonds-title: ΔΑΝΕΙΑ ΕΙΣ ΔΡΑΧΜΑΣ [1435,256,1554,269]
headline-2: Ο ΡΥΘΜΟΣ ΕΚΤΕΛΕΣΕΩΣ ΔΗΜΟΣΙΩΝ ΕΡΓΩΝ ΕΙΣ ΤΗΝ ΚΑΒΑΛΑΝ [410,498,607,523]
income-line-1: ΕΙΣΟΔΗΜΑ [1011,1230,1086,1247]
table-cell: Γερμανίας [1203,772,1258,784]
market-body: Ἀπεφασίσθη ὅπως ἀπὸ τῆς προσεχοῦς ἑβδομάδος ἀρχίσουν αἱ σχετικαὶ ἐργασίαι ὑπὸ τῆς ἁρμοδίας ὑπηρεσίας, ἡ ὁποία θὰ μελετήσῃ τὸ ὅλον θέμα ἐν συνεργασίᾳ μετὰ τῶν ἐνδιαφερομένων φορέων καὶ θὰ ὑποβάλῃ τὰς προτάσεις της πρὸς τὸ Ὑπουργεῖον. Αἱ αἰτήσεις τῶν ἐνδιαφερομένων θὰ γίνωνται δεκταὶ μέχρι τῆς 24ης Νοεμβρίου. [1399,377,1590,506]
fx-row [1201,832,1392,844]
announcement-subtitle: ΠΡΟΣΚΛΗΣΙΣ ΗΛΕΚΤΡΟΛΟΓΩΝ ΥΠΟΜΗΧΑΝΙΚΩΝ [739,1130,1070,1147]
announcement-header [1211,1192,1580,1248]
income-line-2: ΑΝΩ ΤΩΝ 150.000 ΔΡΧ. [971,1246,1127,1263]
column-rule [1195,10,1196,2308]
announcement-header [18,1342,387,1397]
table-cell: 8.70 [1304,784,1329,796]
divider [8,281,397,283]
fx-row [1201,820,1392,832]
divider [1201,100,1590,102]
article-body-4: Ἀπεφασίσθη ὅπως ἀπὸ τῆς προσεχοῦς ἑβδομάδος ἀρχίσουν αἱ σχετικαὶ ἐργασίαι ὑπὸ τῆς ἁρμοδίας ὑπηρεσίας, ἡ ὁποία θὰ μελετήσῃ τὸ ὅλον θέμα ἐν συνεργασίᾳ μετὰ τῶν ἐνδιαφερομένων φορέων καὶ θὰ ὑποβάλῃ τὰς προτάσεις της πρὸς τὸ Ὑπουργεῖον. Αἱ αἰτήσεις τῶν ἐνδιαφερομένων θὰ γίνωνται δεκταὶ μέχρι τῆς 24ης Νοεμβρίου. [620,756,804,898]
section-metaptyxiakon: ΜΕΤΑΠΤΥΧΙΑΚΟΝ [813,453,908,466]
table-cell: Η. Πολιτ. [1203,736,1258,748]
bond-row [1399,305,1590,317]
bond-row [1399,329,1590,341]
table-cell: 9500 [1529,145,1554,157]
wanted-text: Πρὸς ἀγορὰν τοῦ μετρητοῦ, παρὰ τῆς ΠΑΞΙΓΕΣ, ποιηλυλίνου ἀνθυγρωτικοῦ προφυλάκτου ἐμφαλμάτων. [18,1552,387,1577]
table-header: ΠΩΛΗΣΙΣ [1347,724,1390,736]
table-cell: 10.41 [1359,820,1390,832]
table-cell: 116 [1534,268,1553,280]
table-cell: 11.65 [1359,772,1390,784]
economy-title: Η ΟΙΚΟΝΟΜΙΚΗ ΖΩΗ [1216,14,1575,55]
table-cell: 835.00 [1353,249,1390,261]
table-cell: +150 [1563,228,1588,240]
hiring-body: Ἀπεφασίσθη ὅπως ἀπὸ τῆς προσεχοῦς ἑβδομάδος ἀρχίσουν αἱ σχετικαὶ ἐργασίαι ὑπὸ τῆς ἁρμοδίας ὑπηρεσίας, ἡ ὁποία θὰ μελετήσῃ τὸ ὅλον θέμα ἐν συνεργασίᾳ μετὰ τῶν ἐνδιαφερομένων φορέων καὶ θὰ ὑποβάλῃ τὰς προτάσεις της πρὸς τὸ Ὑπουργεῖον. Αἱ αἰτήσεις τῶν ἐνδιαφερομένων θὰ γίνωνται δεκταὶ μέχρι τῆς 24ης Νοεμβρίου. [630,1254,891,1344]
article-body-1: Ἀπεφασίσθη ὅπως ἀπὸ τῆς προσεχοῦς ἑβδομάδος ἀρχίσουν αἱ σχετικαὶ ἐργασίαι ὑπὸ τῆς ἁρμοδίας ὑπηρεσίας, ἡ ὁποία θὰ μελετήσῃ τὸ ὅλον θέμα ἐν συνεργασίᾳ μετὰ τῶν ἐνδιαφερομένων φορέων καὶ θὰ ὑποβάλῃ τὰς προτάσεις της πρὸς τὸ Ὑπουργεῖον. Αἱ αἰτήσεις τῶν ἐνδιαφερομένων θὰ γίνωνται δεκταὶ μέχρι τῆς 24ης Νοεμβρίου. [620,294,804,436]
article-body-7: Ἀπεφασίσθη ὅπως ἀπὸ τῆς προσεχοῦς ἑβδομάδος ἀρχίσουν αἱ σχετικαὶ ἐργασίαι ὑπὸ τῆς ἁρμοδίας ὑπηρεσίας, ἡ ὁποία θὰ μελετήσῃ τὸ ὅλον θέμα ἐν συνεργασίᾳ μετὰ τῶν ἐνδιαφερομένων φορέων καὶ θὰ ὑποβάλῃ τὰς προτάσεις της πρὸς τὸ Ὑπουργεῖον. Αἱ αἰτήσεις τῶν ἐνδιαφερομένων θὰ γίνωνται δεκταὶ μέχρι τῆς 24ης Νοεμβρίου. [813,467,997,608]
announcement-subtitle: ΠΡΟΣΚΛΗΣΙΣ ΗΛΕΚΤΡΟΤΕΧΝΙΤΩΝ [95,1235,310,1251]
shares-title: ΜΕΤΟΧΑΙ ΕΤΑΙΡΙΩΝ [1442,108,1547,121]
article-body-2: Ἀπεφασίσθη ὅπως ἀπὸ τῆς προσεχοῦς ἑβδομάδος ἀρχίσουν αἱ σχετικαὶ ἐργασίαι ὑπὸ τῆς ἁρμοδίας ὑπηρεσίας, ἡ ὁποία θὰ μελετήσῃ τὸ ὅλον θέμα ἐν συνεργασίᾳ μετὰ τῶν ἐνδιαφερομένων φορέων καὶ θὰ ὑποβάλῃ τὰς προτάσεις της πρὸς τὸ Ὑπουργεῖον. Αἱ αἰτήσεις τῶν ἐνδιαφερομένων θὰ γίνωνται δεκταὶ μέχρι τῆς 24ης Νοεμβρίου. [620,437,804,579]
school-ad [409,1536,608,1600]
body-6b: Ἀπεφασίσθη ὅπως ἀπὸ τῆς προσεχοῦς ἑβδομάδος ἀρχίσουν αἱ σχετικαὶ ἐργασίαι ὑπὸ τῆς ἁρμοδίας ὑπηρεσίας, ἡ ὁποία θὰ μελετήσῃ τὸ ὅλον θέμα ἐν συνεργασίᾳ μετὰ τῶν ἐνδιαφερομένων φορέων καὶ θὰ ὑποβάλῃ τὰς προτάσεις της πρὸς τὸ Ὑπουργεῖον. Αἱ αἰτήσεις τῶν ἐνδιαφερομένων θὰ γίνωνται δεκταὶ μέχρι τῆς 24ης Νοεμβρίου. [409,1401,608,1530]
furniture-title: ΕΠΙΠΛΟΠΟΙΟΙ [449,1612,569,1633]
section-geoponiki: ΓΕΩΠΟΝΟΔΑΣΟΛΟΓΙΚΗ [620,902,748,915]
furniture-ad [409,1607,608,1756]
body-6: Ἀπεφασίσθη ὅπως ἀπὸ τῆς προσεχοῦς ἑβδομάδος ἀρχίσουν αἱ σχετικαὶ ἐργασίαι ὑπὸ τῆς ἁρμοδίας ὑπηρεσίας, ἡ ὁποία θὰ μελετήσῃ τὸ ὅλον θέμα ἐν συνεργασίᾳ μετὰ τῶν ἐνδιαφερομένων φορέων καὶ θὰ ὑποβάλῃ τὰς προτάσεις της πρὸς τὸ Ὑπουργεῖον. Αἱ αἰτήσεις τῶν ἐνδιαφερομένων θὰ γίνωνται δεκταὶ μέχρι τῆς 24ης Νοεμβρίου. [409,1272,608,1400]
table-cell: 102 [1569,364,1588,376]
announcement-header [18,1176,387,1232]
tobacco-body: Ἀπεφασίσθη ὅπως ἀπὸ τῆς προσεχοῦς ἑβδομάδος ἀρχίσουν αἱ σχετικαὶ ἐργασίαι ὑπὸ τῆς ἁρμοδίας ὑπηρεσίας, ἡ ὁποία θὰ μελετήσῃ τὸ ὅλον θέμα ἐν συνεργασίᾳ μετὰ τῶν ἐνδιαφερομένων φορέων καὶ θὰ ὑποβάλῃ τὰς προτάσεις της πρὸς τὸ Ὑπουργεῖον. Αἱ αἰτήσεις τῶν ἐνδιαφερομένων θὰ γίνωνται δεκταὶ μέχρι τῆς 24ης Νοεμβρίου. [1399,524,1590,652]
body-5: Ἀπεφασίσθη ὅπως ἀπὸ τῆς προσεχοῦς ἑβδομάδος ἀρχίσουν αἱ σχετικαὶ ἐργασίαι ὑπὸ τῆς ἁρμοδίας ὑπηρεσίας, ἡ ὁποία θὰ μελετήσῃ τὸ ὅλον θέμα ἐν συνεργασίᾳ μετὰ τῶν ἐνδιαφερομένων φορέων καὶ θὰ ὑποβάλῃ τὰς προτάσεις της πρὸς τὸ Ὑπουργεῖον. Αἱ αἰτήσεις τῶν ἐνδιαφερομένων θὰ γίνωνται δεκταὶ μέχρι τῆς 24ης Νοεμβρίου. [409,1123,608,1252]
table-cell: Ἑλβετίας [1203,784,1252,796]
table-cell: 26.95 [1298,748,1329,760]
section-ypomichanikoi: ΥΠΟΜΗΧΑΝΙΚΟΙ [1005,293,1092,306]
table-cell: Ἀγγλίας νέα [1203,249,1270,261]
fx-row [1201,796,1392,808]
top-body: Ἀπεφασίσθη ὅπως ἀπὸ τῆς προσεχοῦς ἑβδομάδος ἀρχίσουν αἱ σχετικαὶ ἐργασίαι ὑπὸ τῆς ἁρμοδίας ὑπηρεσίας, ἡ ὁποία θὰ μελετήσῃ τὸ ὅλον θέμα ἐν συνεργασίᾳ μετὰ τῶν ἐνδιαφερομένων φορέων καὶ θὰ ὑποβάλῃ τὰς προτάσεις της πρὸς τὸ Ὑπουργεῖον. Αἱ αἰτήσεις τῶν ἐνδιαφερομένων θὰ γίνωνται δεκταὶ μέχρι τῆς 24ης Νοεμβρίου. [409,52,608,181]
table-cell: Ἐμπορική [1401,145,1450,157]
siemens-s-icon: § [675,1449,695,1488]
table-cell: 71.10 [1359,832,1390,844]
deh-logo-icon: ΔΕΗ [1211,1192,1267,1248]
sub2-body: Ἀπεφασίσθη ὅπως ἀπὸ τῆς προσεχοῦς ἑβδομάδος ἀρχίσουν αἱ σχετικαὶ ἐργασίαι ὑπὸ τῆς ἁρμοδίας ὑπηρεσίας, ἡ ὁποία θὰ μελετήσῃ τὸ ὅλον θέμα ἐν συνεργασίᾳ μετὰ τῶν ἐνδιαφερομένων φορέων καὶ θὰ ὑποβάλῃ τὰς προτάσεις της πρὸς τὸ Ὑπουργεῖον. Αἱ αἰτήσεις τῶν ἐνδιαφερομένων θὰ γίνωνται δεκταὶ μέχρι τῆς 24ης Νοεμβρίου. [8,527,199,655]
article-body-6: Ἀπεφασίσθη ὅπως ἀπὸ τῆς προσεχοῦς ἑβδομάδος ἀρχίσουν αἱ σχετικαὶ ἐργασίαι ὑπὸ τῆς ἁρμοδίας ὑπηρεσίας, ἡ ὁποία θὰ μελετήσῃ τὸ ὅλον θέμα ἐν συνεργασίᾳ μετὰ τῶν ἐνδιαφερομένων φορέων καὶ θὰ ὑποβάλῃ τὰς προτάσεις της πρὸς τὸ Ὑπουργεῖον. Αἱ αἰτήσεις τῶν ἐνδιαφερομένων θὰ γίνωνται δεκταὶ μέχρι τῆς 24ης Νοεμβρίου. [813,307,997,449]
section-polytechnikon: ΠΟΛΥΤΕΧΝΙΚΟΝ [813,293,900,306]
table-cell: 120 [1569,304,1588,316]
announcement-box-4 [1201,1003,1590,1178]
announcement-title: ΑΝΑΚΟΙΝΩΣΙΣ [825,1083,1048,1114]
announcement-body: Ἀπεφασίσθη ὅπως ἀπὸ τῆς προσεχοῦς ἑβδομάδος ἀρχίσουν αἱ σχετικαὶ ἐργασίαι ὑπὸ τῆς ἁρμοδίας ὑπηρεσίας, ἡ ὁποία θὰ μελετήσῃ τὸ ὅλον θέμα ἐν συνεργασίᾳ μετὰ τῶν ἐνδιαφερομένων φορέων καὶ θὰ ὑποβάλῃ τὰς προτάσεις της πρὸς τὸ Ὑπουργεῖον. Αἱ αἰτήσεις τῶν ἐνδιαφερομένων θὰ γίνωνται δεκταὶ μέχρι τῆς 24ης Νοεμβρίου. [630,1151,1179,1202]
table-cell: +10 [1569,145,1588,157]
table-cell: Αὐστραλίας [1203,760,1264,772]
cellulite-line-2: παχυσαρκία [459,1850,559,1870]
share-row [1399,228,1590,240]
table-cell: Ἐθνικὴ Ἀσφαλ. [1401,193,1480,204]
hiring-title: ΠΡΟΣΛΗΨΙΣ ΥΠΑΛΛΗΛΟΥ [637,1230,884,1253]
story1-body: Ἀπεφασίσθη ὅπως ἀπὸ τῆς προσεχοῦς ἑβδομάδος ἀρχίσουν αἱ σχετικαὶ ἐργασίαι ὑπὸ τῆς ἁρμοδίας ὑπηρεσίας, ἡ ὁποία θὰ μελετήσῃ τὸ ὅλον θέμα ἐν συνεργασίᾳ μετὰ τῶν ἐνδιαφερομένων φορέων καὶ θὰ ὑποβάλῃ τὰς προτάσεις της πρὸς τὸ Ὑπουργεῖον. Αἱ αἰτήσεις τῶν ἐνδιαφερομένων θὰ γίνωνται δεκταὶ μέχρι τῆς 24ης Νοεμβρίου. [8,147,397,210]
table-cell: 8.76 [1365,784,1390,796]
